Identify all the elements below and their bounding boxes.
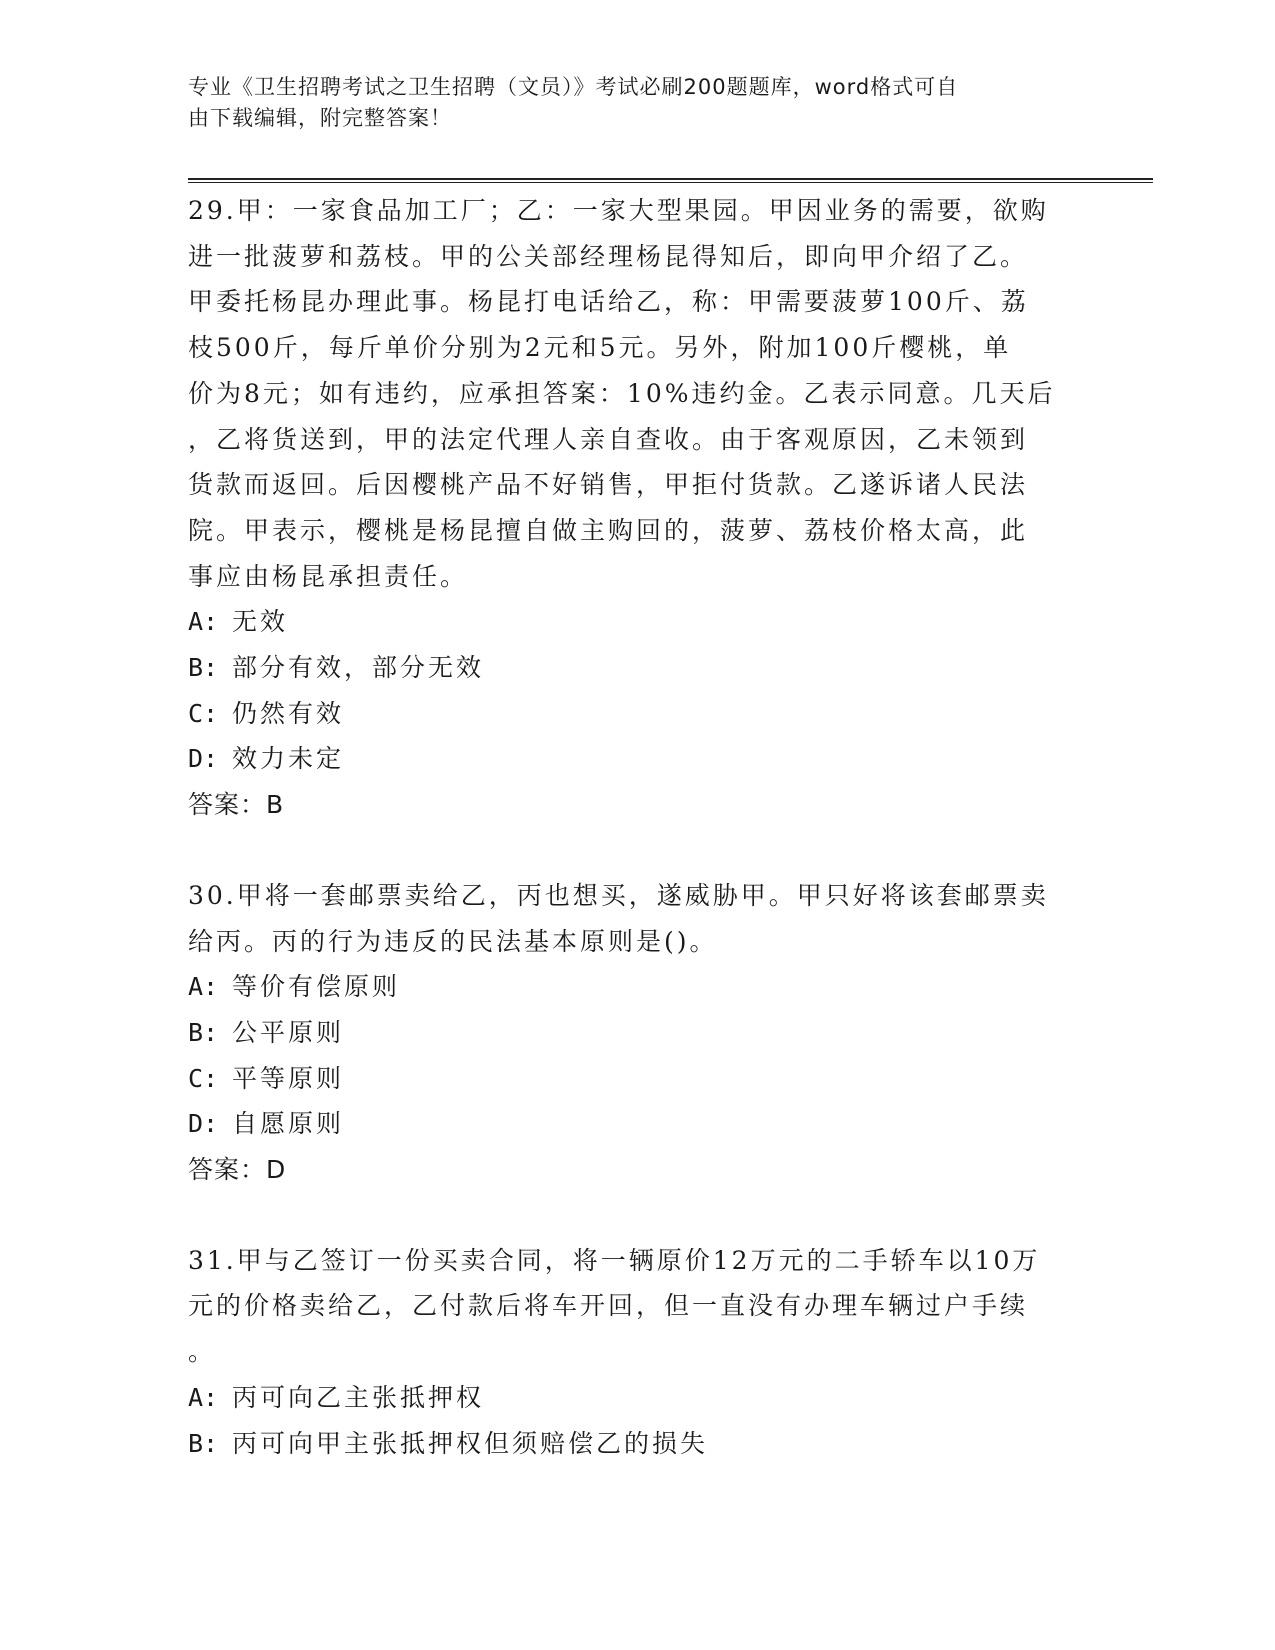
option-b [188,645,1088,691]
option-text: 等价有偿原则 [232,972,401,1002]
header-line-2: 由下载编辑，附完整答案！ [188,106,452,130]
option-text: 公平原则 [232,1017,345,1047]
header-divider-thin [188,182,1153,183]
answer-text: 答案：D [188,1155,287,1185]
question-text-line: 货款而返回。后因樱桃产品不好销售，甲拒付货款。乙遂诉诸人民法 [188,470,1029,500]
question-text-line: 甲委托杨昆办理此事。杨昆打电话给乙，称：甲需要菠萝100斤、荔 [188,287,1029,317]
questions-container [188,188,1088,1466]
question-text-line: 价为8元；如有违约，应承担答案：10%违约金。乙表示同意。几天后 [188,378,1056,408]
question-text-line: 给丙。丙的行为违反的民法基本原则是()。 [188,926,718,956]
answer-text: 答案：B [188,790,285,820]
question-text-line: 枝500斤，每斤单价分别为2元和5元。另外，附加100斤樱桃，单 [188,333,1012,363]
option-b [188,1421,1088,1467]
option-d [188,1101,1088,1147]
option-text: 平等原则 [232,1063,345,1093]
option-text: 自愿原则 [232,1109,345,1139]
question-spacer [188,828,1088,873]
option-letter: A: [188,607,219,637]
question-29 [188,188,1088,828]
option-letter: D: [188,1109,219,1139]
header-line-1: 专业《卫生招聘考试之卫生招聘（文员）》考试必刷200题题库，word格式可自 [188,75,959,99]
option-c [188,691,1088,737]
question-text-line: ，乙将货送到，甲的法定代理人亲自查收。由于客观原因，乙未领到 [188,424,1029,454]
option-c [188,1056,1088,1102]
question-31 [188,1238,1088,1467]
option-letter: C: [188,698,219,728]
option-text: 仍然有效 [232,698,345,728]
header-divider [188,178,1153,180]
option-letter: B: [188,653,219,683]
option-a [188,599,1088,645]
question-text-line: 元的价格卖给乙，乙付款后将车开回，但一直没有办理车辆过户手续 [188,1291,1029,1321]
document-header [188,72,1068,134]
option-letter: D: [188,744,219,774]
option-text: 部分有效，部分无效 [232,653,485,683]
question-30 [188,873,1088,1193]
option-text: 丙可向乙主张抵押权 [232,1382,485,1412]
option-text: 效力未定 [232,744,345,774]
question-text-line: 事应由杨昆承担责任。 [188,561,469,591]
option-letter: B: [188,1428,219,1458]
option-letter: A: [188,972,219,1002]
option-d [188,736,1088,782]
question-text-line: 31.甲与乙签订一份买卖合同，将一辆原价12万元的二手轿车以10万 [188,1245,1041,1275]
question-text-line: 进一批菠萝和荔枝。甲的公关部经理杨昆得知后，即向甲介绍了乙。 [188,241,1029,271]
option-letter: C: [188,1063,219,1093]
option-a [188,1375,1088,1421]
question-text-line: 。 [188,1337,217,1367]
option-b [188,1010,1088,1056]
question-text-line: 30.甲将一套邮票卖给乙，丙也想买，遂威胁甲。甲只好将该套邮票卖 [188,880,1049,910]
option-a [188,964,1088,1010]
option-letter: B: [188,1017,219,1047]
option-letter: A: [188,1382,219,1412]
option-text: 丙可向甲主张抵押权但须赔偿乙的损失 [232,1428,709,1458]
question-text-line: 院。甲表示，樱桃是杨昆擅自做主购回的，菠萝、荔枝价格太高，此 [188,515,1029,545]
question-spacer [188,1193,1088,1238]
question-text-line: 29.甲：一家食品加工厂；乙：一家大型果园。甲因业务的需要，欲购 [188,196,1049,225]
option-text: 无效 [232,607,289,637]
